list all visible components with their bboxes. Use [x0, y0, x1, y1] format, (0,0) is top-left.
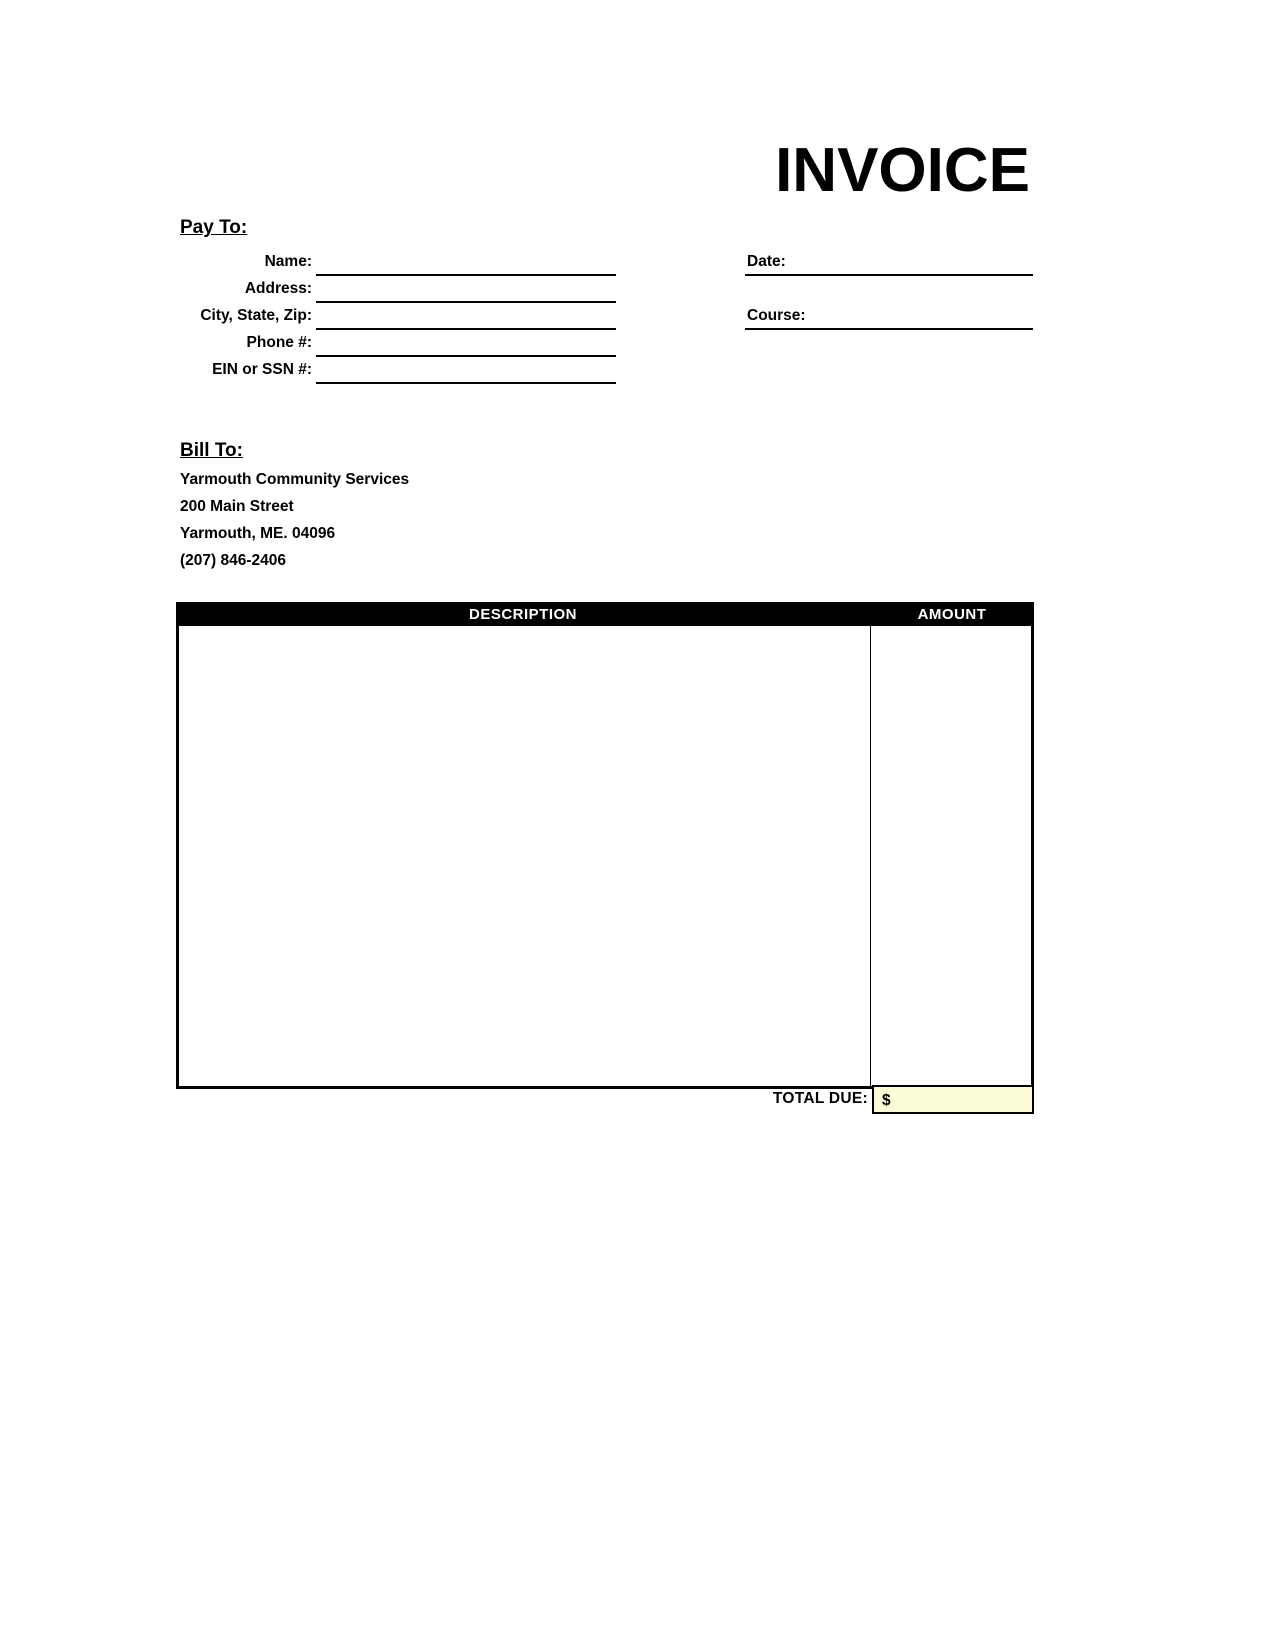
total-due-row [176, 1085, 1034, 1115]
pay-to-address-label: Address: [244, 280, 312, 297]
pay-to-city-state-zip-label: City, State, Zip: [200, 307, 312, 324]
pay-to-ein-ssn-row [185, 361, 312, 387]
total-due-field[interactable] [872, 1085, 1034, 1114]
date-input[interactable] [745, 274, 1033, 276]
column-header-description: DESCRIPTION [468, 605, 577, 623]
total-due-label: TOTAL DUE: [772, 1090, 868, 1107]
pay-to-heading: Pay To: [180, 217, 248, 238]
pay-to-ein-ssn-input[interactable] [316, 382, 616, 384]
description-entry-area[interactable] [176, 626, 871, 1089]
pay-to-name-row [185, 253, 312, 279]
bill-to-heading: Bill To: [180, 440, 243, 461]
course-input[interactable] [745, 328, 1033, 330]
bill-to-line: Yarmouth, ME. 04096 [180, 525, 336, 542]
pay-to-address-row [185, 280, 312, 306]
pay-to-phone-label: Phone #: [246, 334, 312, 351]
amount-entry-area[interactable] [871, 626, 1034, 1089]
bill-to-line: Yarmouth Community Services [180, 471, 410, 488]
table-header-row [176, 602, 1034, 626]
table-body [176, 626, 1034, 1089]
pay-to-ein-ssn-label: EIN or SSN #: [212, 361, 312, 378]
pay-to-name-input[interactable] [316, 274, 616, 276]
page-title: INVOICE [775, 136, 1030, 205]
column-header-amount: AMOUNT [917, 605, 987, 623]
pay-to-address-input[interactable] [316, 301, 616, 303]
pay-to-name-label: Name: [264, 253, 312, 270]
bill-to-line: (207) 846-2406 [180, 552, 286, 569]
course-label: Course: [747, 307, 806, 324]
pay-to-city-state-zip-input[interactable] [316, 328, 616, 330]
pay-to-phone-input[interactable] [316, 355, 616, 357]
pay-to-phone-row [185, 334, 312, 360]
currency-symbol: $ [882, 1092, 891, 1109]
bill-to-line: 200 Main Street [180, 498, 294, 515]
pay-to-city-state-zip-row [185, 307, 312, 333]
line-items-table [176, 602, 1034, 1089]
date-label: Date: [747, 253, 786, 270]
